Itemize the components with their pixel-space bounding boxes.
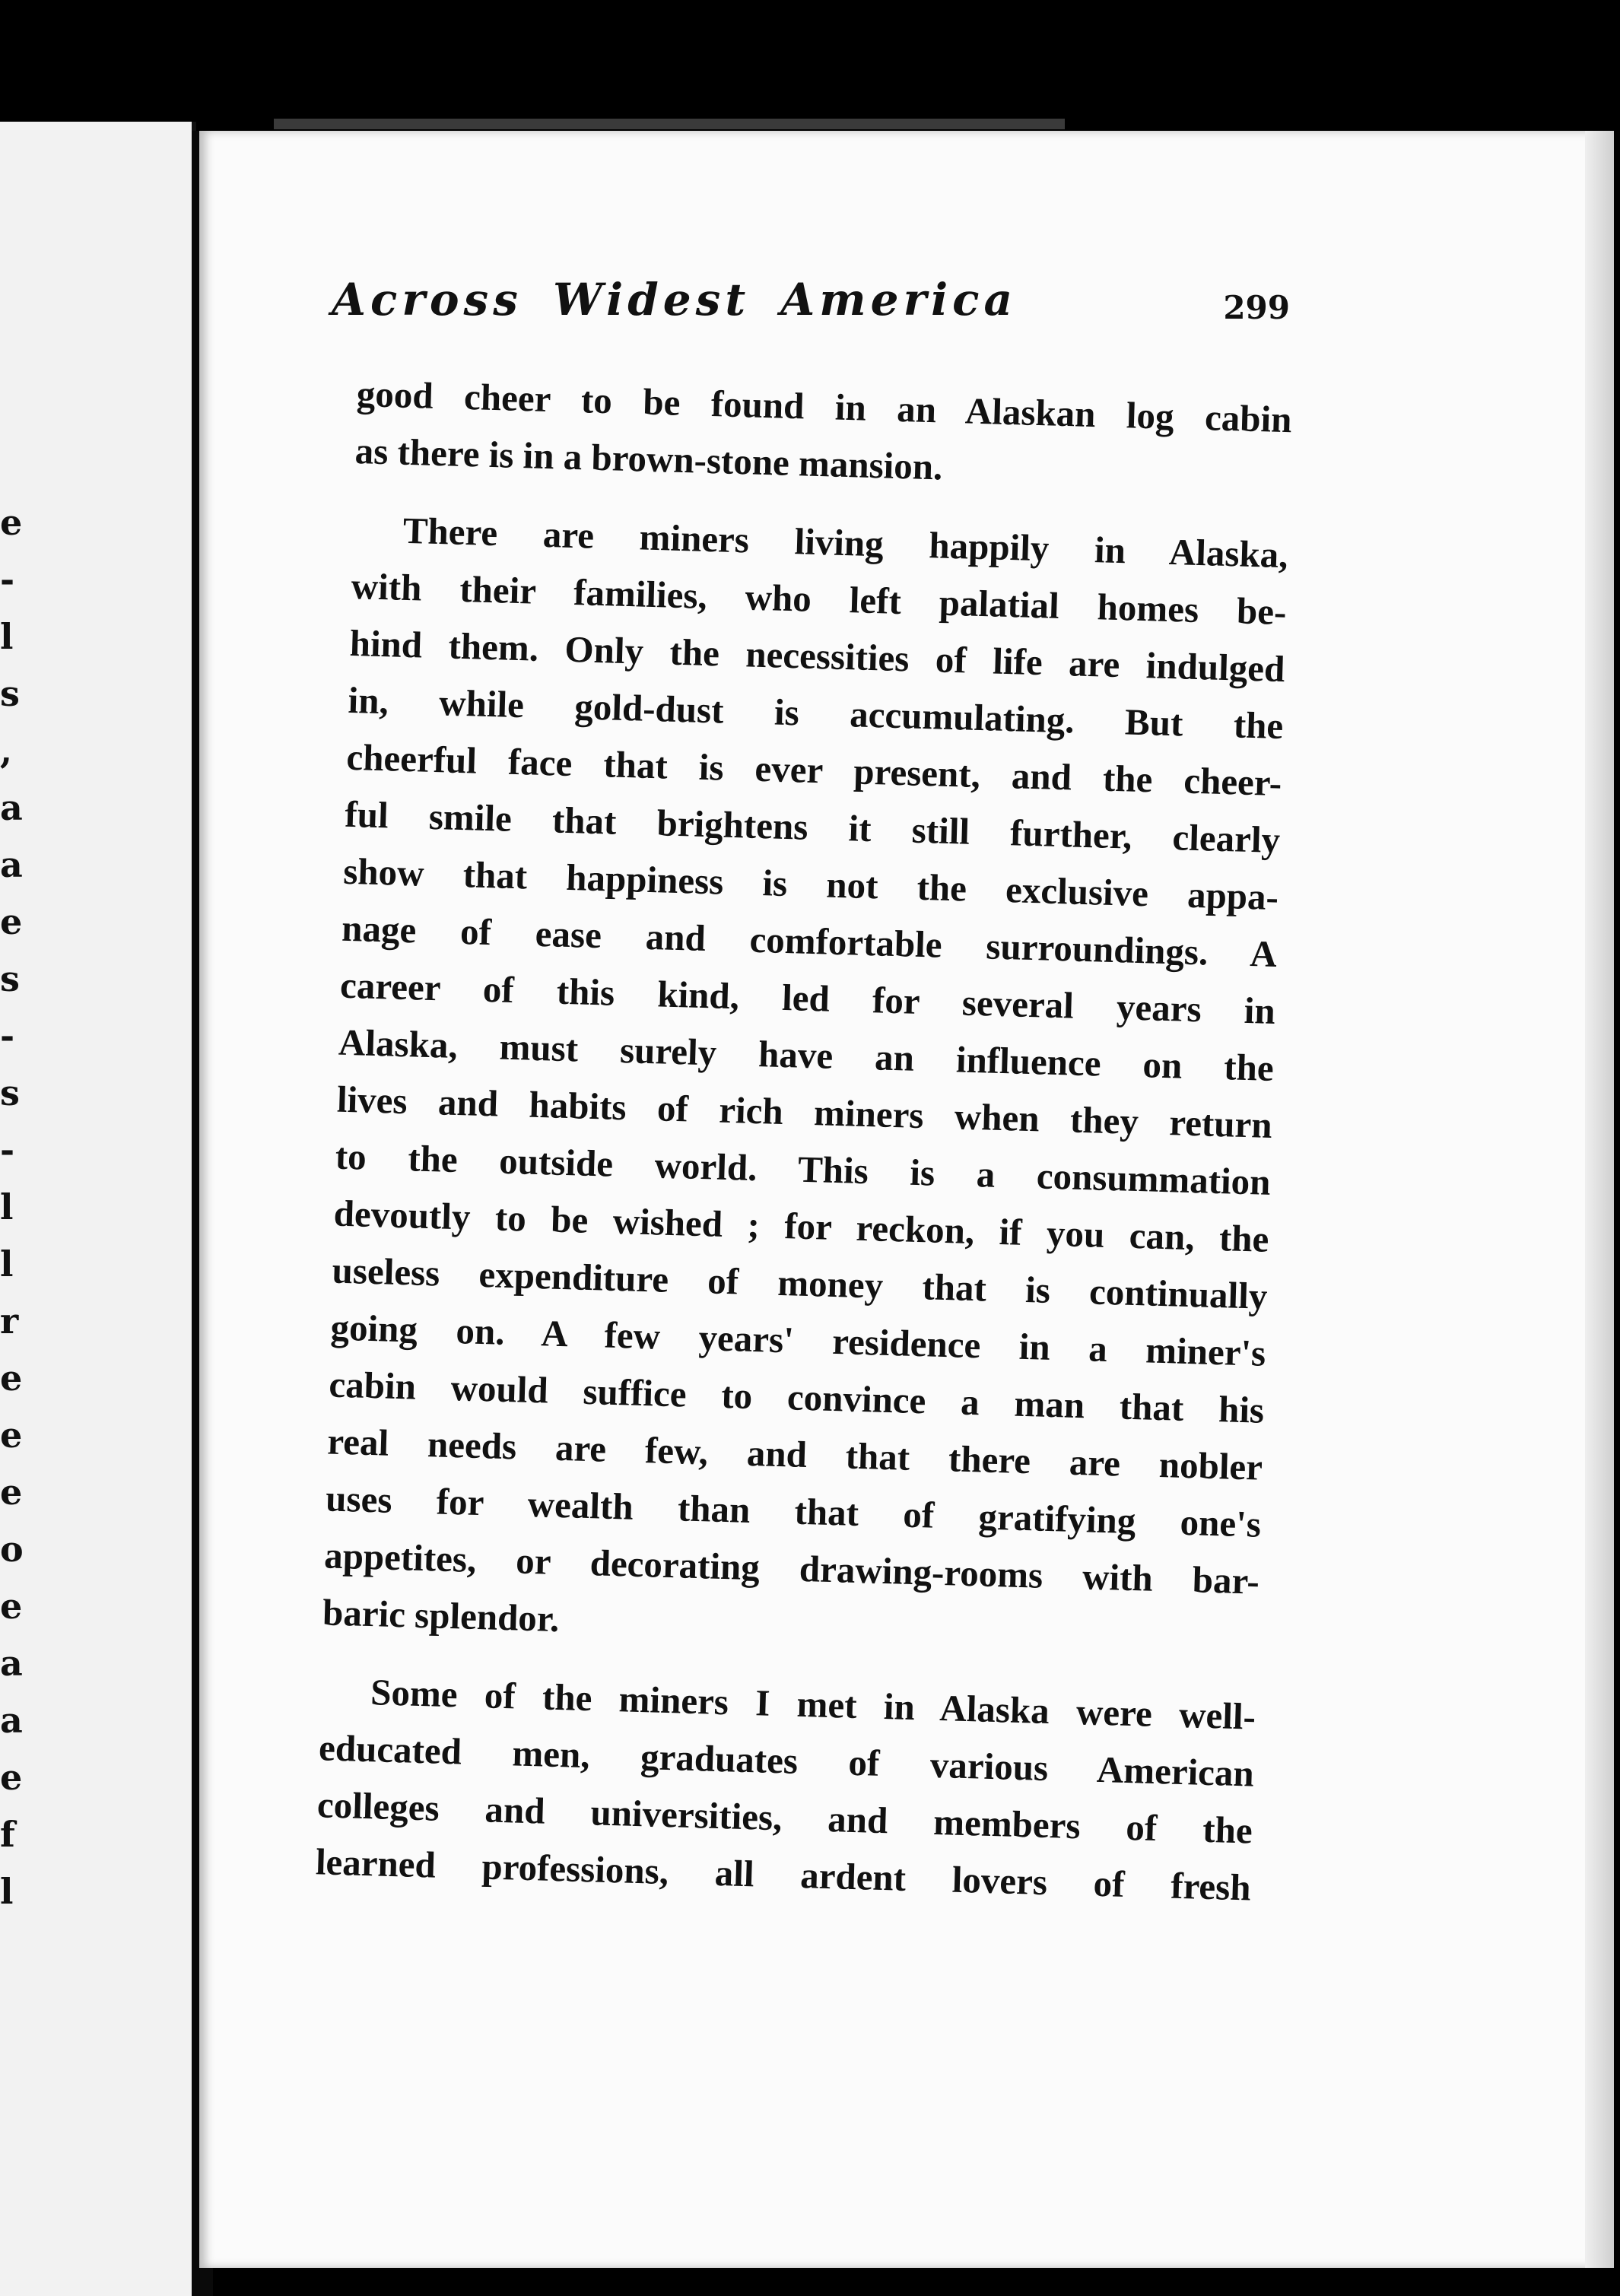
text-line: uses for wealth than that of gratifying one's [325,1477,1262,1545]
text-line: good cheer to be found in an Alaskan log cabin [356,372,1293,441]
running-head [332,274,1290,350]
text-line: colleges and universities, and members of the [316,1783,1253,1852]
previous-page-letter: r [0,1300,19,1342]
text-line: going on. A few years' residence in a miner's [329,1306,1266,1374]
previous-page-letter: - [0,1129,15,1170]
previous-page-edge [0,122,196,2296]
text-line: appetites, or decorating drawing-rooms with bar- [323,1534,1260,1602]
text-line: baric splendor. [322,1591,561,1640]
text-line: learned professions, all ardent lovers of fresh [315,1840,1252,1909]
previous-page-letter: a [0,1700,23,1741]
previous-page-letter: s [0,958,20,999]
page-number: 299 [1223,289,1290,326]
text-line: real needs are few, and that there are nobler [326,1420,1263,1488]
previous-page-letter: e [0,1586,23,1627]
text-line: useless expenditure of money that is continually [331,1249,1269,1317]
text-line: ful smile that brightens it still further, clearly [344,792,1281,862]
text-line: lives and habits of rich miners when they return [336,1078,1273,1146]
previous-page-letter: e [0,502,23,543]
previous-page-letter: a [0,844,23,885]
page-fore-edge [1585,131,1614,2268]
text-line: devoutly to be wished ; for reckon, if you can, the [333,1192,1270,1260]
text-line: as there is in a brown-stone mansion. [354,429,944,488]
previous-page-letter: f [0,1814,15,1855]
previous-page-letter: a [0,1643,23,1684]
previous-page-letter: e [0,901,23,942]
previous-page-letter: - [0,559,15,600]
running-head-title: Across Widest America [332,274,1018,326]
previous-page-letter: l [0,1871,14,1912]
text-line: cheerful face that is ever present, and the cheer- [345,735,1282,805]
previous-page-letter: l [0,616,14,657]
text-line: with their families, who left palatial homes be- [351,564,1288,634]
text-line: Alaska, must surely have an influence on the [338,1021,1275,1089]
previous-page-letter: s [0,1072,20,1113]
text-line: educated men, graduates of various American [318,1726,1255,1795]
text-line: nage of ease and comfortable surroundings. A [341,907,1278,976]
body-text [315,365,1293,1917]
text-line: in, while gold-dust is accumulating. But the [347,678,1284,748]
previous-page-letter: , [0,730,13,771]
previous-page-letter: e [0,1358,23,1399]
text-line: career of this kind, led for several years in [339,964,1276,1033]
text-line: to the outside world. This is a consummation [335,1135,1272,1203]
text-line: hind them. Only the necessities of life are indulged [349,621,1286,691]
page-top-shadow [274,119,1065,129]
previous-page-letter: o [0,1529,24,1570]
text-line: Some of the miners I met in Alaska were well- [370,1671,1256,1738]
previous-page-letter: e [0,1415,23,1456]
previous-page-letter: l [0,1243,14,1285]
previous-page-line-ends [0,122,23,2296]
previous-page-letter: e [0,1757,23,1798]
previous-page-letter: s [0,673,20,714]
previous-page-letter: a [0,787,23,828]
text-line: show that happiness is not the exclusive appa- [342,849,1279,919]
previous-page-letter: - [0,1015,15,1056]
previous-page-letter: e [0,1472,23,1513]
text-line: cabin would suffice to convince a man that his [328,1363,1265,1431]
text-line: There are miners living happily in Alaska, [402,509,1289,576]
previous-page-letter: l [0,1186,14,1227]
